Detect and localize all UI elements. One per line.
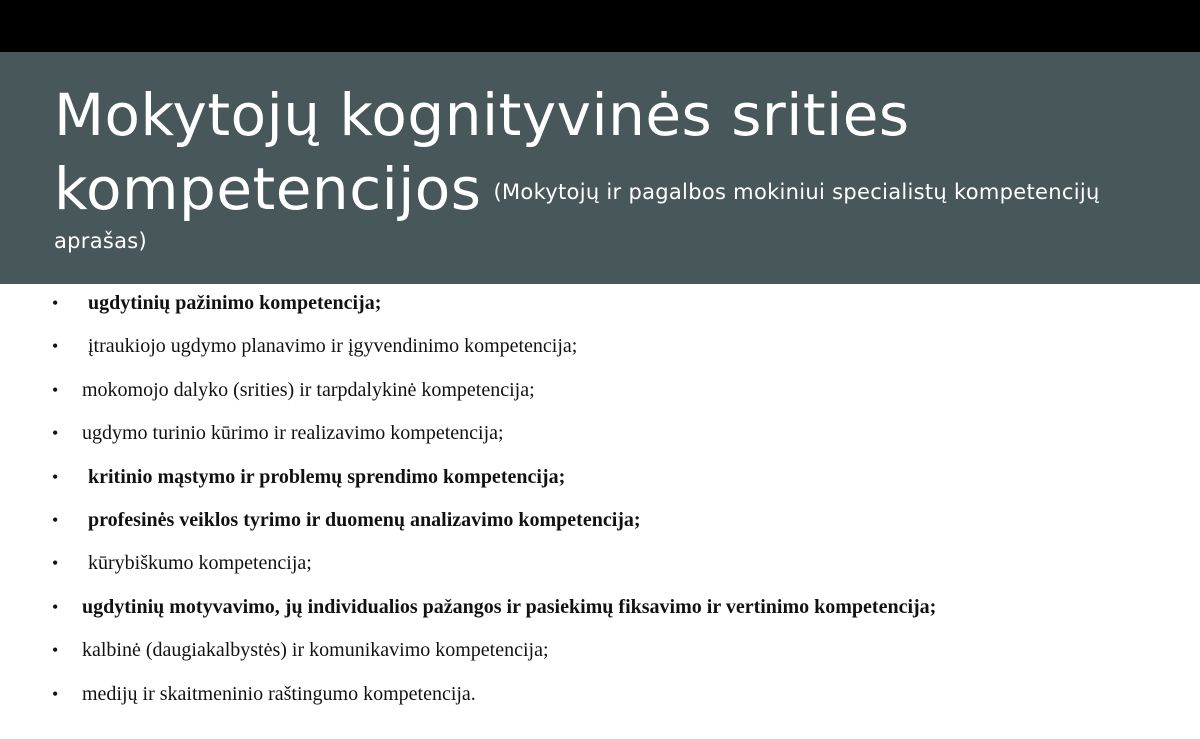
title-line-1: Mokytojų kognityvinės srities	[54, 81, 910, 149]
list-item	[0, 586, 1200, 629]
list-item-text: ugdytinių motyvavimo, jų individualios pažangos ir pasiekimų fiksavimo ir vertinimo kompetencija;	[82, 595, 937, 618]
bullet: •	[52, 423, 59, 444]
list-item-text: medijų ir skaitmeninio raštingumo kompetencija.	[82, 682, 476, 705]
bullet: •	[52, 553, 59, 574]
title-subtitle-part-2: aprašas)	[54, 229, 148, 253]
competency-list	[0, 282, 1200, 716]
list-item	[0, 456, 1200, 499]
list-item-text: įtraukiojo ugdymo planavimo ir įgyvendinimo kompetencija;	[88, 335, 578, 358]
list-item-text: kritinio mąstymo ir problemų sprendimo kompetencija;	[88, 465, 566, 488]
title-line-2: kompetencijos	[54, 155, 482, 223]
list-item-text: kalbinė (daugiakalbystės) ir komunikavimo kompetencija;	[82, 639, 549, 662]
bullet: •	[52, 336, 59, 357]
bullet: •	[52, 466, 59, 487]
top-bar	[0, 0, 1200, 52]
title-line-2-row	[54, 152, 1164, 226]
bullet: •	[52, 640, 59, 661]
list-item	[0, 325, 1200, 368]
list-item-text: ugdymo turinio kūrimo ir realizavimo kompetencija;	[82, 422, 504, 445]
list-item	[0, 542, 1200, 585]
list-item	[0, 412, 1200, 455]
bullet: •	[52, 509, 59, 530]
list-item	[0, 369, 1200, 412]
bullet: •	[52, 683, 59, 704]
list-item	[0, 499, 1200, 542]
slide-title	[54, 78, 1164, 256]
list-item-text: profesinės veiklos tyrimo ir duomenų analizavimo kompetencija;	[88, 508, 641, 531]
list-item	[0, 673, 1200, 716]
list-item-text: kūrybiškumo kompetencija;	[88, 552, 312, 575]
list-item	[0, 629, 1200, 672]
title-band	[0, 52, 1200, 284]
list-item	[0, 282, 1200, 325]
list-item-text: ugdytinių pažinimo kompetencija;	[88, 292, 382, 314]
bullet: •	[52, 596, 59, 617]
bullet: •	[52, 379, 59, 400]
title-subtitle-part-1: (Mokytojų ir pagalbos mokiniui specialistų kompetencijų	[493, 180, 1100, 204]
bullet: •	[52, 293, 59, 313]
list-item-text: mokomojo dalyko (srities) ir tarpdalykinė kompetencija;	[82, 378, 535, 401]
